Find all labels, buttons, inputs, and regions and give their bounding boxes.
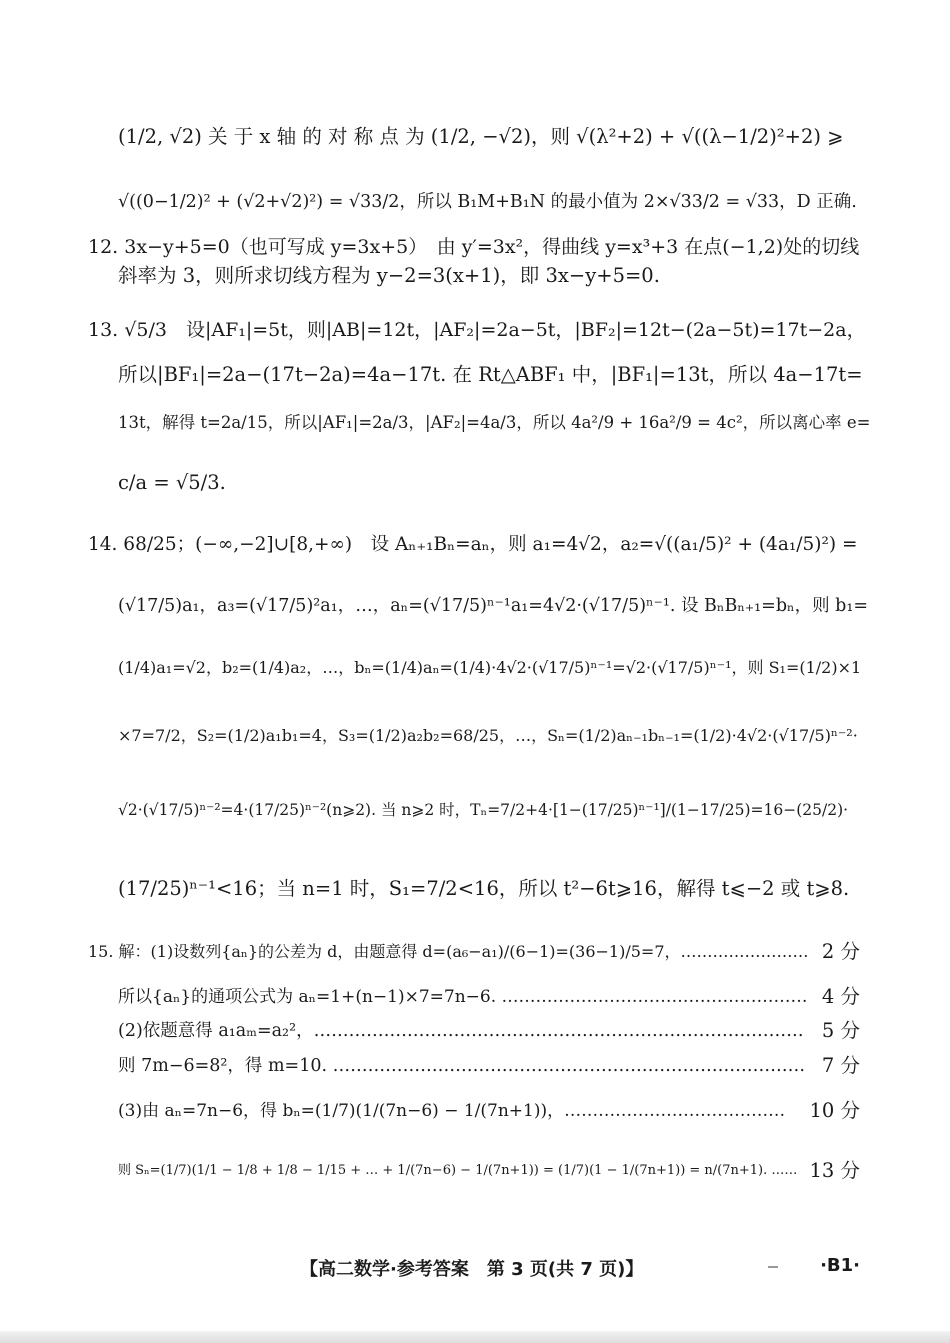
score-mark: 2 分 — [821, 940, 860, 963]
question-13-answer: 13. √5/3 设|AF₁|=5t，则|AB|=12t，|AF₂|=2a−5t，|BF₂|=12t−(2a−5t)=17t−2a， — [88, 319, 866, 341]
page-footer-title: 【高二数学·参考答案 第 3 页(共 7 页)】 — [300, 1259, 644, 1280]
solution-line: ×7=7/2，S₂=(1/2)a₁b₁=4，S₃=(1/2)a₂b₂=68/25，…，Sₙ=(1/2)aₙ₋₁bₙ₋₁=(1/2)·4√2·(√17/5)ⁿ⁻²· — [118, 726, 858, 745]
score-mark: 4 分 — [821, 985, 860, 1008]
solution-line: 13t，解得 t=2a/15，所以|AF₁|=2a/3，|AF₂|=4a/3，所以 4a²/9 + 16a²/9 = 4c²，所以离心率 e= — [118, 413, 871, 432]
solution-line: (17/25)ⁿ⁻¹<16；当 n=1 时，S₁=7/2<16，所以 t²−6t⩾16，解得 t⩽−2 或 t⩾8. — [118, 877, 850, 900]
score-mark: 7 分 — [821, 1054, 860, 1077]
paper-code: ·B1· — [820, 1255, 860, 1276]
solution-line: 所以|BF₁|=2a−(17t−2a)=4a−17t. 在 Rt△ABF₁ 中，|BF₁|=13t，所以 4a−17t= — [118, 363, 863, 386]
solution-line: c/a = √5/3. — [118, 471, 226, 494]
score-mark: 10 分 — [809, 1099, 860, 1122]
question-15-step: (2)依题意得 a₁aₘ=a₂²，………………………………………………………………………… — [118, 1021, 804, 1041]
solution-line: (√17/5)a₁，a₃=(√17/5)²a₁，…，aₙ=(√17/5)ⁿ⁻¹a₁=4√2·(√17/5)ⁿ⁻¹. 设 BₙBₙ₊₁=bₙ，则 b₁= — [118, 596, 869, 616]
question-12-answer: 12. 3x−y+5=0（也可写成 y=3x+5） 由 y′=3x²，得曲线 y=x³+3 在点(−1,2)处的切线 — [88, 236, 860, 258]
solution-line: (1/4)a₁=√2，b₂=(1/4)a₂，…，bₙ=(1/4)aₙ=(1/4)·4√2·(√17/5)ⁿ⁻¹=√2·(√17/5)ⁿ⁻¹，则 S₁=(1/2)×1 — [118, 658, 862, 677]
question-15-step: 则 7m−6=8²，得 m=10. ……………………………………………………………………… — [118, 1056, 806, 1076]
solution-line: √2·(√17/5)ⁿ⁻²=4·(17/25)ⁿ⁻²(n⩾2). 当 n⩾2 时，Tₙ=7/2+4·[1−(17/25)ⁿ⁻¹]/(1−17/25)=16−(25/2)· — [118, 801, 849, 819]
question-15-step: 则 Sₙ=(1/7)(1/1 − 1/8 + 1/8 − 1/15 + … + 1/(7n−6) − 1/(7n+1)) = (1/7)(1 − 1/(7n+1)) = n/(7n+1). …… — [118, 1163, 798, 1178]
question-14-answer: 14. 68/25；(−∞,−2]∪[8,+∞) 设 Aₙ₊₁Bₙ=aₙ，则 a₁=4√2，a₂=√((a₁/5)² + (4a₁/5)²) = — [88, 534, 858, 555]
solution-line: (1/2, √2) 关 于 x 轴 的 对 称 点 为 (1/2, −√2)，则 √(λ²+2) + √((λ−1/2)²+2) ⩾ — [118, 125, 844, 148]
question-15-step: (3)由 aₙ=7n−6，得 bₙ=(1/7)(1/(7n−6) − 1/(7n+1))，………………………………… — [118, 1101, 786, 1121]
score-mark: 5 分 — [821, 1019, 860, 1042]
score-mark: 13 分 — [809, 1159, 860, 1182]
question-15-step: 所以{aₙ}的通项公式为 aₙ=1+(n−1)×7=7n−6. ……………………………………………… — [118, 987, 808, 1007]
solution-line: √((0−1/2)² + (√2+√2)²) = √33/2，所以 B₁M+B₁N 的最小值为 2×√33/2 = √33，D 正确. — [118, 192, 857, 212]
scan-speck — [768, 1266, 778, 1268]
question-15-step: 15. 解：(1)设数列{aₙ}的公差为 d，由题意得 d=(a₆−a₁)/(6−1)=(36−1)/5=7，…………………… — [88, 942, 809, 961]
scan-edge — [0, 1331, 950, 1343]
solution-line: 斜率为 3，则所求切线方程为 y−2=3(x+1)，即 3x−y+5=0. — [118, 264, 660, 287]
